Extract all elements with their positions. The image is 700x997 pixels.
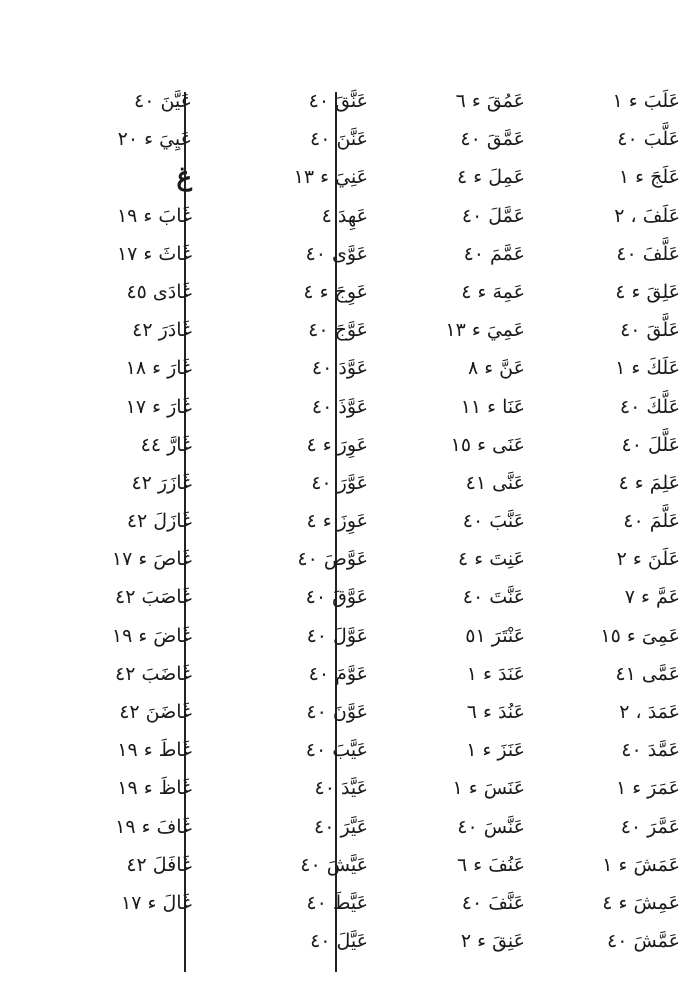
list-item: عَنَسَ ء ١ bbox=[452, 777, 525, 800]
list-item: غَاطَ ء ١٩ bbox=[117, 739, 192, 762]
list-item: عَلِمَ ء ٤ bbox=[618, 471, 680, 494]
list-item: غَاصَبَ ٤٢ bbox=[115, 586, 192, 609]
list-item: عَيَّلَ ٤٠ bbox=[310, 930, 368, 953]
list-item: عَوَّنَ ٤٠ bbox=[306, 701, 368, 723]
list-item: عَنَّقَ ٤٠ bbox=[308, 90, 368, 112]
list-item: غَاثَ ء ١٧ bbox=[116, 242, 192, 265]
list-item: عَنَّ ء ٨ bbox=[467, 357, 525, 380]
list-item: غَازَلَ ٤٢ bbox=[126, 510, 192, 533]
list-item: عَهِدَ ٤ bbox=[321, 204, 368, 227]
list-item: عَمَّقَ ٤٠ bbox=[460, 128, 525, 151]
list-item: عَلَّكَ ٤٠ bbox=[619, 395, 680, 418]
list-item: غَاصَ ء ١٧ bbox=[111, 548, 192, 571]
list-item: عَيِيَ ء ٢٠ bbox=[117, 128, 192, 151]
list-item: غَاضَ ء ١٩ bbox=[111, 624, 192, 647]
list-item: عَلَفَ ، ٢ bbox=[614, 204, 680, 227]
list-item: عَنَّى ٤١ bbox=[465, 471, 525, 494]
list-item: غَادَى ٤٥ bbox=[126, 280, 192, 303]
entry-column-4 bbox=[52, 82, 192, 922]
list-item: عَيَّشَ ٤٠ bbox=[300, 853, 368, 876]
list-item: عَمَّلَ ٤٠ bbox=[461, 204, 525, 227]
list-item: عَنَى ء ١٥ bbox=[450, 433, 525, 456]
list-item: عَمَّدَ ٤٠ bbox=[621, 739, 680, 762]
list-item: غَالَ ء ١٧ bbox=[121, 891, 192, 914]
list-item: عَلَّقَ ٤٠ bbox=[620, 319, 680, 342]
list-item: عَلَّمَ ٤٠ bbox=[623, 510, 680, 533]
list-item: عَنْتَرَ ٥١ bbox=[465, 624, 525, 647]
list-item: عَنُدَ ء ٦ bbox=[466, 701, 525, 723]
list-item: غَاضَنَ ٤٢ bbox=[119, 701, 192, 723]
list-item: عَوَّجَ ٤٠ bbox=[308, 319, 368, 342]
list-item: عَوَّصَ ٤٠ bbox=[297, 548, 368, 571]
list-item: عَنَزَ ء ١ bbox=[466, 739, 525, 762]
list-item: عَمُقَ ء ٦ bbox=[455, 90, 525, 112]
list-item: غَارَّ ٤٤ bbox=[140, 433, 192, 456]
section-letter-header: غ bbox=[176, 162, 192, 193]
list-item: عَمَّرَ ٤٠ bbox=[620, 815, 680, 838]
list-item: عَلَجَ ء ١ bbox=[618, 166, 680, 189]
list-item: عَلَنَ ء ٢ bbox=[616, 548, 680, 571]
list-item: عَلَّلَ ٤٠ bbox=[621, 433, 680, 456]
list-item: عَوِرَ ء ٤ bbox=[306, 433, 368, 456]
list-item: عَلَكَ ء ١ bbox=[615, 357, 680, 380]
list-item: عَمِهَ ء ٤ bbox=[461, 280, 525, 303]
list-item: عَمَّمَ ٤٠ bbox=[463, 242, 525, 265]
list-item: عَمَرَ ء ١ bbox=[615, 777, 680, 800]
list-item: عَنِتَ ء ٤ bbox=[458, 548, 525, 571]
list-item: عَنَدَ ء ١ bbox=[466, 662, 525, 685]
entry-column-3 bbox=[228, 82, 368, 960]
list-item: عَنَّنَ ٤٠ bbox=[310, 128, 368, 151]
list-item: عَنُفَ ء ٦ bbox=[457, 853, 525, 876]
list-item: غَادَرَ ٤٢ bbox=[132, 319, 192, 342]
list-item: عَنِيَ ء ١٣ bbox=[293, 166, 368, 189]
list-item: غَازَرَ ٤٢ bbox=[131, 471, 192, 494]
list-item: عَنِقَ ء ٢ bbox=[460, 930, 525, 953]
list-item: عَيَّنَ ٤٠ bbox=[134, 90, 192, 112]
list-item: عَوِزَ ء ٤ bbox=[306, 510, 368, 533]
list-item: عَيَّبَ ٤٠ bbox=[305, 739, 368, 762]
list-item: عَوِجَ ء ٤ bbox=[303, 280, 368, 303]
list-item: عَلَّبَ ٤٠ bbox=[617, 128, 680, 151]
list-item: غَاضَبَ ٤٢ bbox=[115, 662, 192, 685]
list-item: عَوَّقَ ٤٠ bbox=[305, 586, 368, 609]
list-item: غَارَ ء ١٨ bbox=[125, 357, 192, 380]
list-item: عَيَّدَ ٤٠ bbox=[314, 777, 368, 800]
list-item: عَمِيَ ء ١٣ bbox=[445, 319, 525, 342]
list-item: عَوَّى ٤٠ bbox=[305, 242, 368, 265]
entry-column-2 bbox=[385, 82, 525, 960]
list-item: عَمِلَ ء ٤ bbox=[457, 166, 525, 189]
list-item: عَوَّمَ ٤٠ bbox=[308, 662, 368, 685]
list-item: غَافَلَ ٤٢ bbox=[126, 853, 192, 876]
list-item: عَوَّذَ ٤٠ bbox=[311, 395, 368, 418]
list-item: عَنَّبَ ٤٠ bbox=[462, 510, 525, 533]
list-item: عَنَّفَ ٤٠ bbox=[461, 891, 525, 914]
list-item: غَارَ ء ١٧ bbox=[125, 395, 192, 418]
list-item: عَوَّلَ ٤٠ bbox=[306, 624, 368, 647]
list-item: عَلِقَ ء ٤ bbox=[615, 280, 680, 303]
entry-column-1 bbox=[540, 82, 680, 960]
list-item: عَلَبَ ء ١ bbox=[612, 90, 680, 112]
list-item: عَمَّى ٤١ bbox=[615, 662, 680, 685]
list-item: غَاظَ ء ١٩ bbox=[117, 777, 192, 800]
list-item: عَمَشَ ء ١ bbox=[602, 853, 680, 876]
list-item: عَمِشَ ء ٤ bbox=[602, 891, 680, 914]
list-item: عَنَا ء ١١ bbox=[460, 395, 525, 418]
list-item: غَافَ ء ١٩ bbox=[115, 815, 192, 838]
list-item: غَابَ ء ١٩ bbox=[116, 204, 192, 227]
list-item: عَوَّدَ ٤٠ bbox=[311, 357, 368, 380]
list-item: عَمَّ ء ٧ bbox=[624, 586, 680, 609]
list-item: عَمَّشَ ٤٠ bbox=[606, 930, 680, 953]
list-item: عَمِىَ ء ١٥ bbox=[600, 624, 680, 647]
list-item: عَيَّرَ ٤٠ bbox=[313, 815, 368, 838]
list-item: عَنَّسَ ٤٠ bbox=[457, 815, 525, 838]
list-item: عَيَّطَ ٤٠ bbox=[306, 891, 368, 914]
list-item: عَوَّرَ ٤٠ bbox=[311, 471, 368, 494]
list-item: عَنَّتَ ٤٠ bbox=[462, 586, 525, 609]
list-item: عَمَدَ ، ٢ bbox=[619, 701, 680, 723]
list-item: عَلَّفَ ٤٠ bbox=[616, 242, 680, 265]
